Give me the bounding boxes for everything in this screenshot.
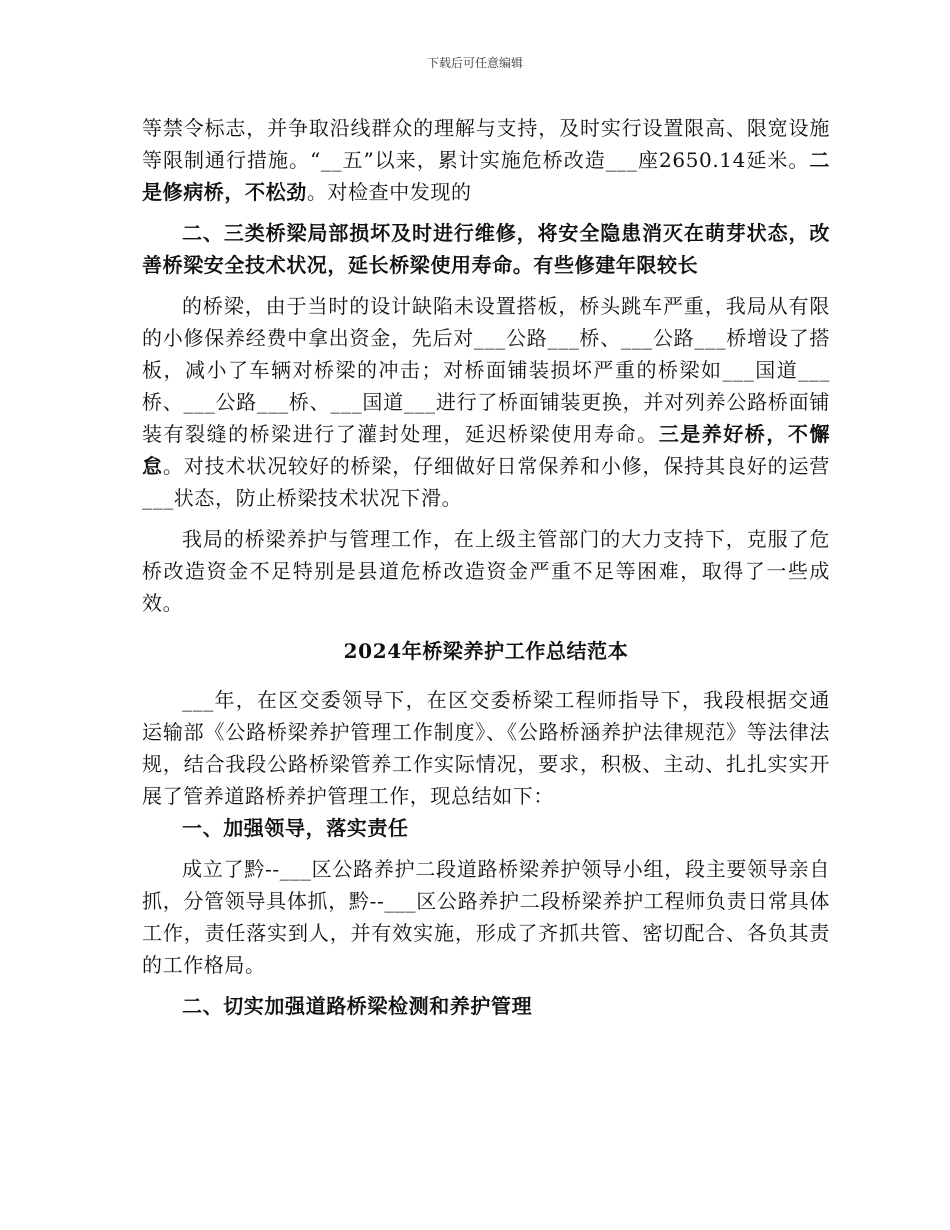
spacer [142,675,830,684]
paragraph-5: ___年，在区交委领导下，在区交委桥梁工程师指导下，我段根据交通运输部《公路桥梁养护管理工作制度》、《公路桥涵养护法律规范》等法律法规，结合我段公路桥梁管养工作实际情况，要求，积极、主动、扎扎实实开展了管养道路桥养护管理工作，现总结如下： [142,688,830,808]
paragraph-6: 成立了黔--___区公路养护二段道路桥梁养护领导小组，段主要领导亲自抓，分管领导具体抓，黔--___区公路养护二段桥梁养护工程师负责日常具体工作，责任落实到人，并有效实施，形成了齐抓共管、密切配合、各负其责的工作格局。 [142,857,830,977]
paragraph-4: 我局的桥梁养护与管理工作，在上级主管部门的大力支持下，克服了危桥改造资金不足特别是县道危桥改造资金严重不足等困难，取得了一些成效。 [142,527,830,615]
document-body [142,112,830,1022]
paragraph-3-bold: 三是养好桥，不懈怠 [142,422,830,478]
heading-2: 二、切实加强道路桥梁检测和养护管理 [182,994,533,1018]
paragraph-1-bold: 二是修病桥，不松劲 [142,148,830,204]
heading-1: 一、加强领导，落实责任 [182,816,409,840]
spacer [142,514,830,523]
spacer [142,844,830,853]
page-header: 下载后可任意编辑 [426,56,523,70]
paragraph-1 [142,112,830,208]
section-title: 2024年桥梁养护工作总结范本 [343,639,629,663]
paragraph-3-text: 的桥梁，由于当时的设计缺陷未设置搭板，桥头跳车严重，我局从有限的小修保养经费中拿出资金，先后对___公路___桥、___公路___桥增设了搭板，减小了车辆对桥梁的冲击；对桥面铺装损坏严重的桥梁如___国道___桥、___公路___桥、___国道___进行了桥面铺装更换，并对列养公路桥面铺装有裂缝的桥梁进行了灌封处理，延迟桥梁使用寿命。 [142,294,830,446]
paragraph-2-bold: 二、三类桥梁局部损坏及时进行维修，将安全隐患消灭在萌芽状态，改善桥梁安全技术状况，延长桥梁使用寿命。有些修建年限较长 [142,221,830,277]
spacer [142,281,830,290]
spacer [142,208,830,217]
paragraph-1-text: 等禁令标志，并争取沿线群众的理解与支持，及时实行设置限高、限宽设施等限制通行措施。“__五”以来，累计实施危桥改造___座2650.14延米。 [142,116,830,172]
spacer [142,619,830,628]
paragraph-3-text-end: 。对技术状况较好的桥梁，仔细做好日常保养和小修，保持其良好的运营___状态，防止桥梁技术状况下滑。 [142,454,830,510]
spacer [142,981,830,990]
paragraph-3 [142,290,830,514]
paragraph-1-text-end: 。对检查中发现的 [306,180,472,204]
